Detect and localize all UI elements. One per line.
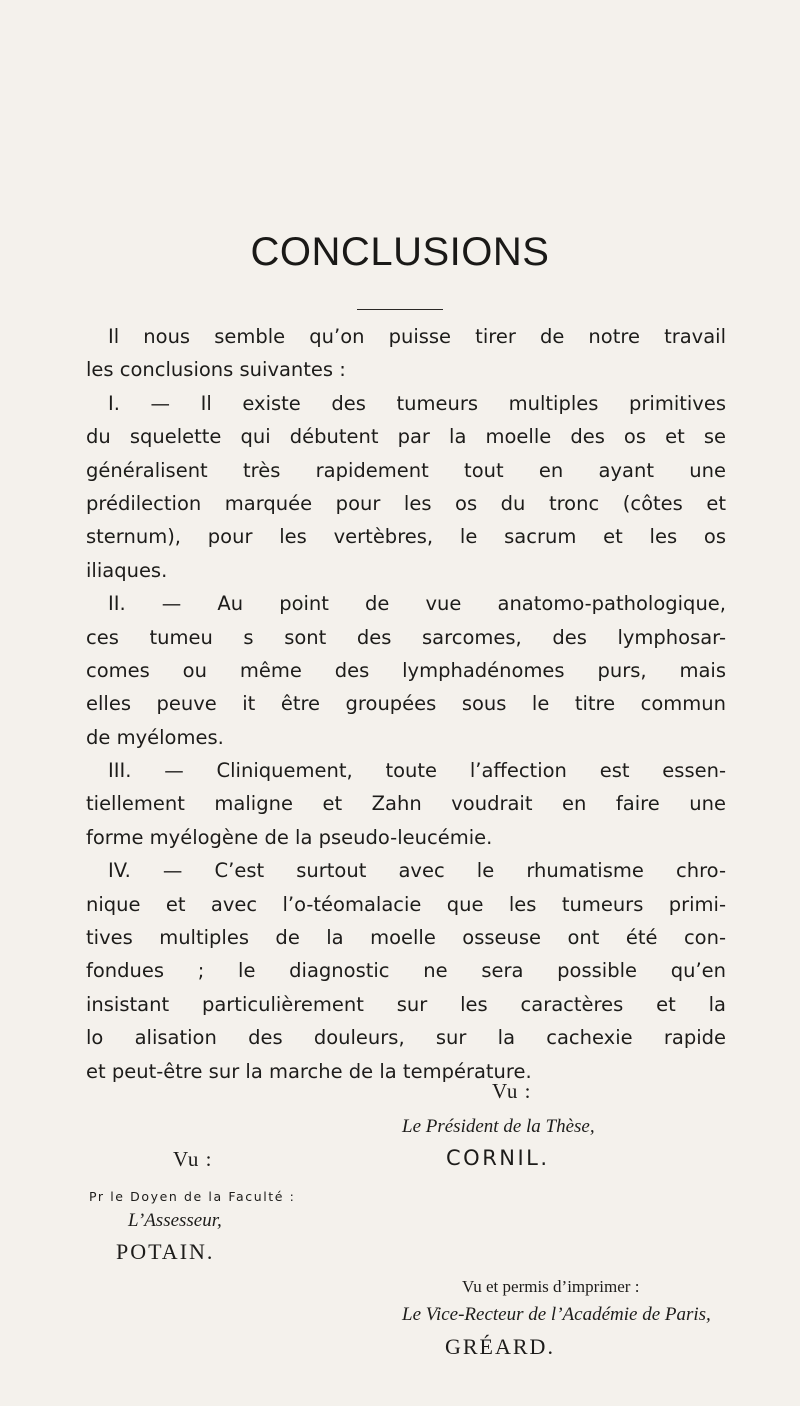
text-line: forme myélogène de la pseudo-leucémie. bbox=[86, 825, 493, 849]
page-title: CONCLUSIONS bbox=[250, 230, 550, 274]
text-line: elles peuve it être groupées sous le titre commun bbox=[86, 692, 726, 716]
text-line: lo alisation des douleurs, sur la cachexie rapide bbox=[86, 1026, 726, 1050]
recteur-role: Le Vice-Recteur de l’Académie de Paris, bbox=[402, 1304, 711, 1325]
text-line: comes ou même des lymphadénomes purs, mais bbox=[86, 658, 726, 682]
president-vu: Vu : bbox=[492, 1079, 532, 1103]
text-line: les conclusions suivantes : bbox=[86, 358, 346, 382]
text-line: iliaques. bbox=[86, 558, 168, 582]
text-line: généralisent très rapidement tout en ayant une bbox=[86, 458, 726, 482]
president-role: Le Président de la Thèse, bbox=[402, 1116, 595, 1137]
text-line: tives multiples de la moelle osseuse ont été con- bbox=[86, 926, 726, 950]
text-line: Il nous semble qu’on puisse tirer de notre travail bbox=[108, 325, 726, 348]
text-line: nique et avec l’o-téomalacie que les tumeurs primi- bbox=[86, 892, 726, 916]
text-line: et peut-être sur la marche de la température. bbox=[86, 1059, 532, 1083]
president-name: CORNIL. bbox=[446, 1146, 550, 1170]
text-line: ces tumeu s sont des sarcomes, des lymphosar- bbox=[86, 625, 726, 649]
recteur-line: Vu et permis d’imprimer : bbox=[462, 1277, 640, 1296]
text-line: fondues ; le diagnostic ne sera possible qu’en bbox=[86, 959, 726, 983]
text-line: tiellement maligne et Zahn voudrait en faire une bbox=[86, 792, 726, 816]
doyen-role: Pr le Doyen de la Faculté : bbox=[89, 1189, 296, 1204]
text-line: insistant particulièrement sur les caractères et la bbox=[86, 992, 726, 1016]
text-line: prédilection marquée pour les os du tronc (côtes et bbox=[86, 491, 726, 515]
text-line: I. — Il existe des tumeurs multiples primitives bbox=[108, 391, 726, 415]
title-divider bbox=[357, 309, 443, 310]
text-line: du squelette qui débutent par la moelle des os et se bbox=[86, 425, 726, 449]
doyen-name: POTAIN. bbox=[116, 1239, 215, 1264]
doyen-subrole: L’Assesseur, bbox=[128, 1210, 222, 1231]
text-line: de myélomes. bbox=[86, 725, 224, 749]
recteur-name: GRÉARD. bbox=[445, 1334, 555, 1359]
text-line: III. — Cliniquement, toute l’affection est essen- bbox=[108, 759, 726, 783]
text-line: IV. — C’est surtout avec le rhumatisme chro- bbox=[108, 859, 726, 883]
text-line: II. — Au point de vue anatomo-pathologique, bbox=[108, 592, 726, 616]
conclusions-body bbox=[86, 320, 726, 1088]
doyen-vu: Vu : bbox=[173, 1147, 213, 1171]
text-line: sternum), pour les vertèbres, le sacrum et les os bbox=[86, 525, 726, 549]
